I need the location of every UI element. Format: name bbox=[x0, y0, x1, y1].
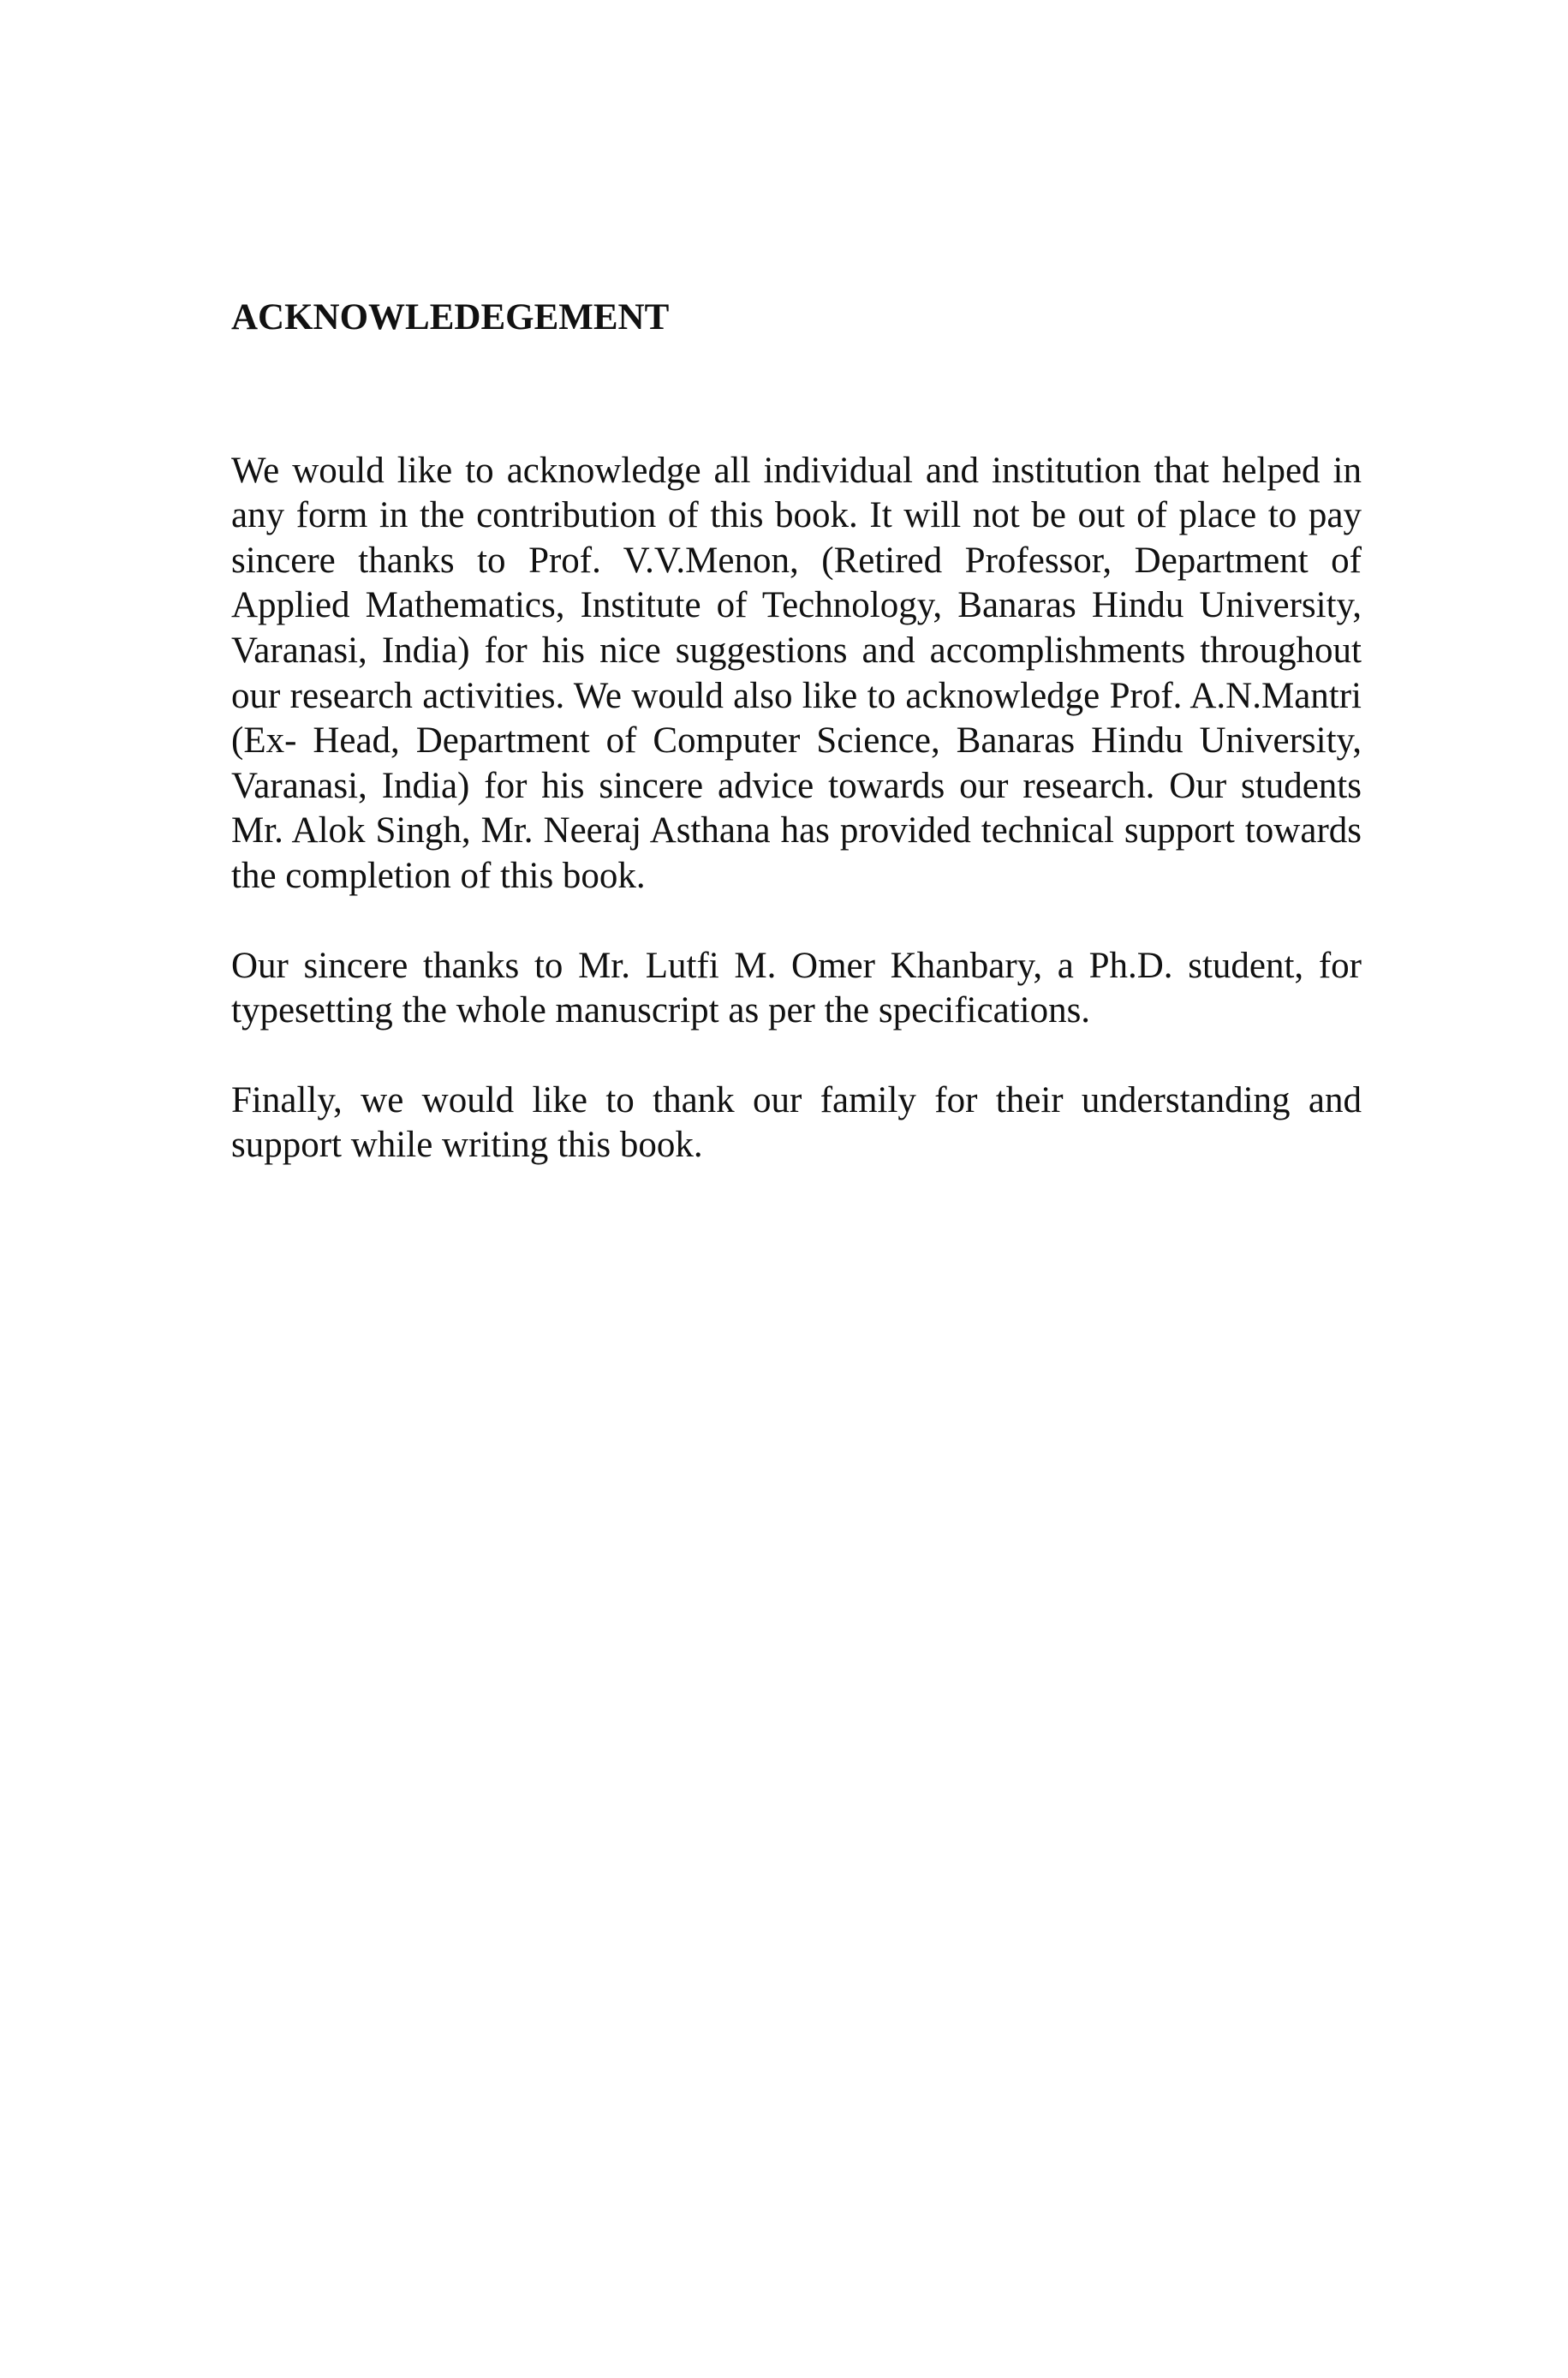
page-heading: ACKNOWLEDEGEMENT bbox=[231, 297, 670, 338]
paragraph-family-thanks: Finally, we would like to thank our family for their understanding and support while writing this book. bbox=[231, 1079, 1362, 1166]
paragraph-acknowledgements: We would like to acknowledge all individual and institution that helped in any form in the contribution of this book. It will not be out of place to pay sincere thanks to Prof. V.V.Menon, (Retired Professor, Department of Applied Mathematics, Institute of Technology, Banaras Hindu University, Varanasi, India) for his nice suggestions and accomplishments throughout our research activities. We would also like to acknowledge Prof. A.N.Mantri (Ex- Head, Department of Computer Science, Banaras Hindu University, Varanasi, India) for his sincere advice towards our research. Our students Mr. Alok Singh, Mr. Neeraj Asthana has provided technical support towards the completion of this book. bbox=[231, 450, 1362, 896]
paragraph-typesetting-thanks: Our sincere thanks to Mr. Lutfi M. Omer Khanbary, a Ph.D. student, for typesetting the whole manuscript as per the specifications. bbox=[231, 945, 1362, 1031]
page-content bbox=[231, 296, 1362, 1213]
